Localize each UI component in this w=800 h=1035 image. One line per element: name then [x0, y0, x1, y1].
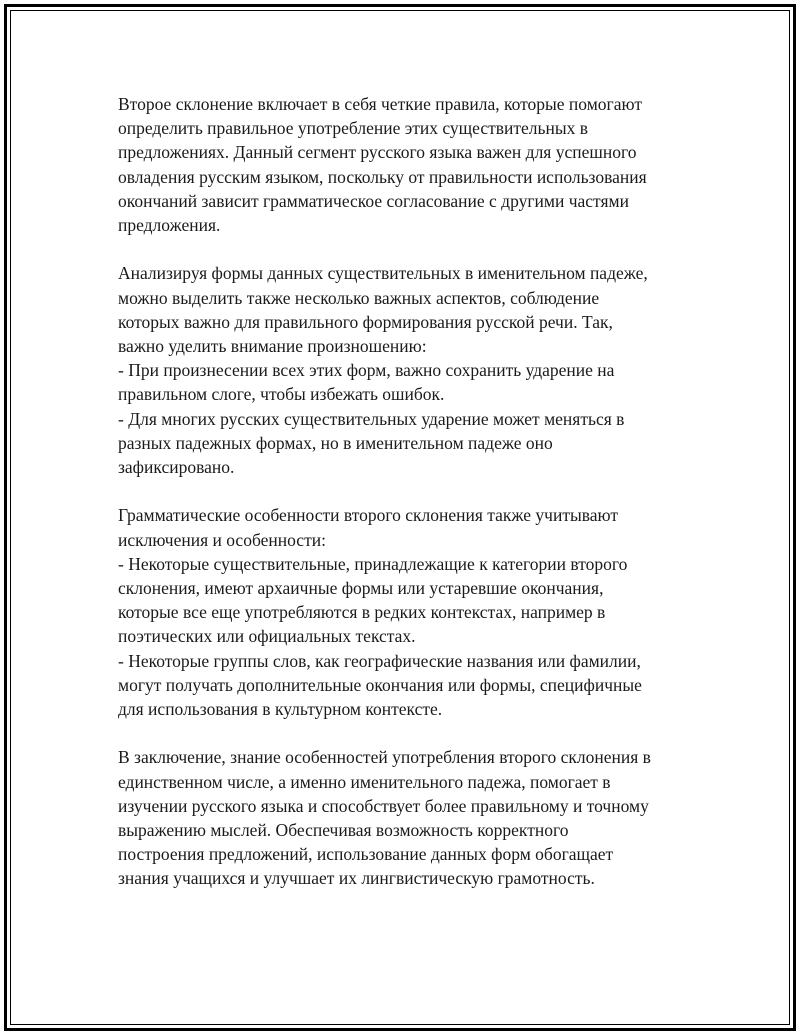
text-line: Второе склонение включает в себя четкие правила, которые помогают	[118, 94, 642, 114]
bullet-line: - Для многих русских существительных ударение может меняться в	[118, 408, 625, 429]
text-line: предложениях. Данный сегмент русского языка важен для успешного	[118, 142, 637, 163]
text-line: можно выделить также несколько важных аспектов, соблюдение	[118, 287, 600, 308]
text-line: В заключение, знание особенностей употребления второго склонения в	[118, 747, 651, 768]
text-line: выражению мыслей. Обеспечивая возможность корректного	[118, 820, 569, 841]
text-line: для использования в культурном контексте.	[118, 699, 443, 720]
text-line: поэтических или официальных текстах.	[118, 626, 416, 647]
text-line: знания учащихся и улучшает их лингвистическую грамотность.	[118, 868, 595, 889]
text-line: овладения русским языком, поскольку от правильности использования	[118, 166, 647, 187]
text-line: исключения и особенности:	[118, 529, 326, 550]
text-line: Анализируя формы данных существительных в именительном падеже,	[118, 263, 648, 284]
text-line: зафиксировано.	[118, 457, 235, 478]
paragraph-analysis	[118, 261, 693, 479]
text-line: окончаний зависит грамматическое согласование с другими частями	[118, 190, 629, 211]
text-line: единственном числе, а именно именительного падежа, помогает в	[118, 771, 611, 792]
text-line: которые все еще употребляются в редких контекстах, например в	[118, 602, 606, 623]
text-line: предложения.	[118, 215, 221, 236]
text-line: важно уделить внимание произношению:	[118, 336, 427, 357]
text-line: разных падежных формах, но в именительном падеже оно	[118, 432, 553, 453]
paragraph-conclusion	[118, 745, 693, 890]
text-line: определить правильное употребление этих существительных в	[118, 118, 589, 139]
bullet-line: - При произнесении всех этих форм, важно сохранить ударение на	[118, 360, 615, 381]
bullet-line: - Некоторые существительные, принадлежащие к категории второго	[118, 553, 628, 574]
text-line: изучении русского языка и способствует более правильному и точному	[118, 795, 649, 816]
text-line: могут получать дополнительные окончания или формы, специфичные	[118, 674, 642, 695]
bullet-line: - Некоторые группы слов, как географические названия или фамилии,	[118, 650, 641, 671]
text-line: Грамматические особенности второго склонения также учитывают	[118, 505, 619, 526]
text-line: склонения, имеют архаичные формы или устаревшие окончания,	[118, 578, 604, 599]
paragraph-intro	[118, 92, 693, 237]
text-line: правильном слоге, чтобы избежать ошибок.	[118, 384, 445, 405]
document-body	[118, 92, 693, 891]
text-line: построения предложений, использование данных форм обогащает	[118, 844, 614, 865]
paragraph-grammar	[118, 503, 693, 721]
text-line: которых важно для правильного формирования русской речи. Так,	[118, 311, 613, 332]
